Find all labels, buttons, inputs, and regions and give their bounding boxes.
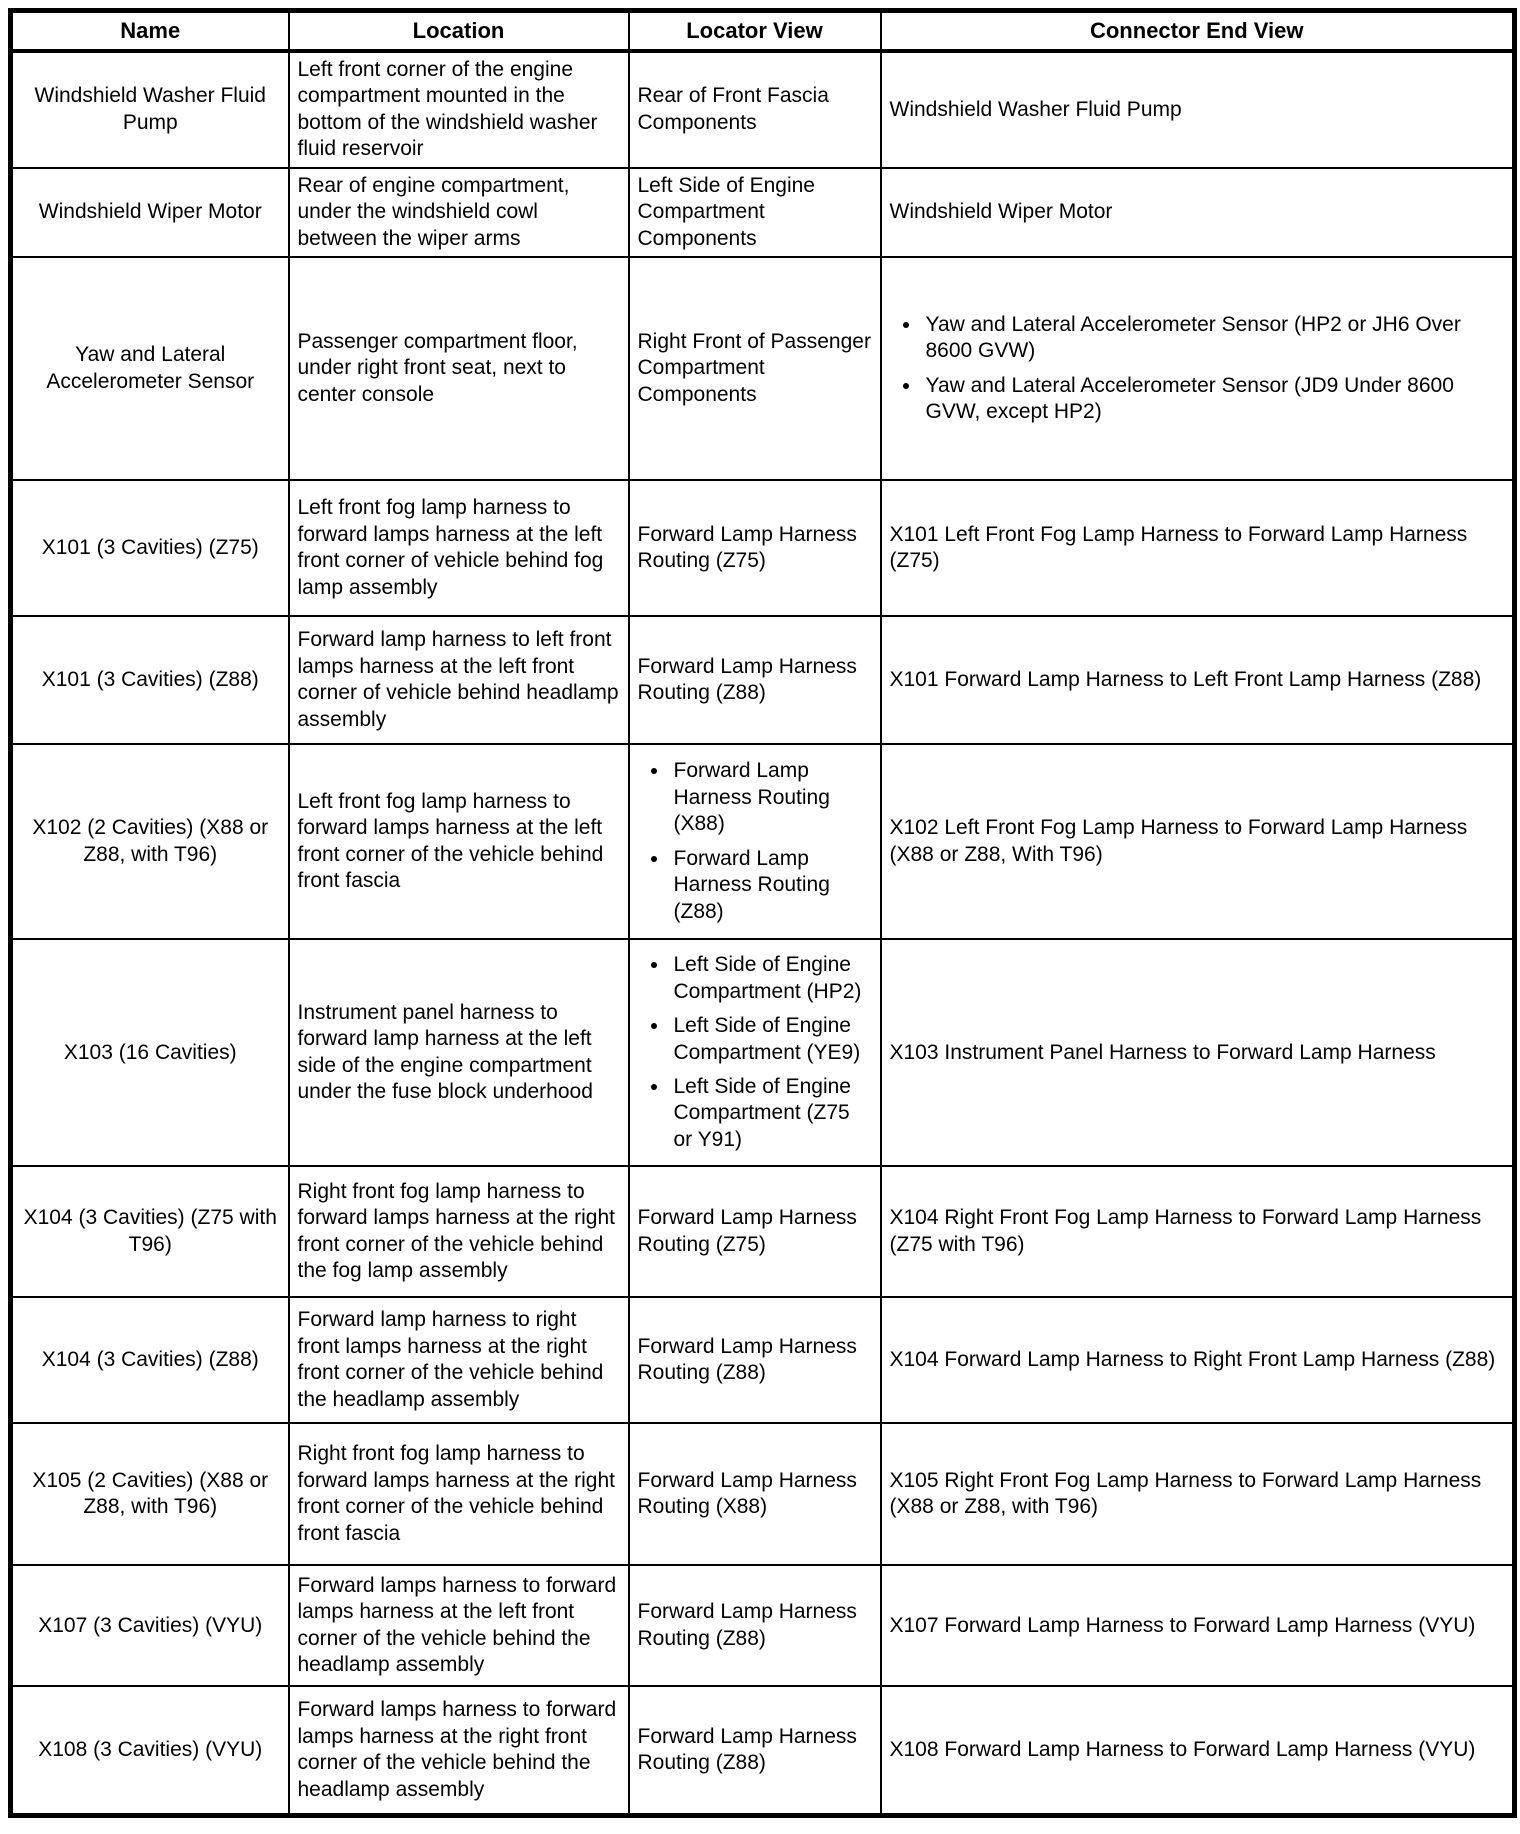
connector-end-view-cell: X101 Forward Lamp Harness to Left Front Lamp Harness (Z88) xyxy=(881,616,1515,744)
name-cell: X104 (3 Cavities) (Z75 with T96) xyxy=(11,1166,289,1297)
locator-view-cell: Forward Lamp Harness Routing (Z88) xyxy=(629,1297,881,1423)
table-row xyxy=(11,257,1515,480)
location-cell: Left front fog lamp harness to forward lamps harness at the left front corner of the vehicle behind front fascia xyxy=(289,744,629,939)
table-row xyxy=(11,51,1515,168)
table-row xyxy=(11,1423,1515,1565)
name-cell: X107 (3 Cavities) (VYU) xyxy=(11,1565,289,1686)
table-header xyxy=(11,11,1515,52)
bullet-item: • Left Side of Engine Compartment (YE9) xyxy=(670,1013,872,1066)
connector-end-view-cell: X105 Right Front Fog Lamp Harness to Forward Lamp Harness (X88 or Z88, with T96) xyxy=(881,1423,1515,1565)
locator-view-cell xyxy=(629,939,881,1166)
name-cell: X104 (3 Cavities) (Z88) xyxy=(11,1297,289,1423)
table-row xyxy=(11,939,1515,1166)
connector-end-view-cell: X102 Left Front Fog Lamp Harness to Forward Lamp Harness (X88 or Z88, With T96) xyxy=(881,744,1515,939)
connector-end-view-cell: X104 Right Front Fog Lamp Harness to Forward Lamp Harness (Z75 with T96) xyxy=(881,1166,1515,1297)
name-cell: X108 (3 Cavities) (VYU) xyxy=(11,1686,289,1815)
location-cell: Right front fog lamp harness to forward lamps harness at the right front corner of the vehicle behind front fascia xyxy=(289,1423,629,1565)
location-cell: Forward lamp harness to left front lamps harness at the left front corner of vehicle behind headlamp assembly xyxy=(289,616,629,744)
table-row xyxy=(11,616,1515,744)
connector-end-view-cell: X103 Instrument Panel Harness to Forward Lamp Harness xyxy=(881,939,1515,1166)
name-cell: X101 (3 Cavities) (Z88) xyxy=(11,616,289,744)
bullet-item: • Yaw and Lateral Accelerometer Sensor (JD9 Under 8600 GVW, except HP2) xyxy=(922,373,1505,426)
location-cell: Forward lamps harness to forward lamps harness at the right front corner of the vehicle behind the headlamp assembly xyxy=(289,1686,629,1815)
location-cell: Right front fog lamp harness to forward lamps harness at the right front corner of the vehicle behind the fog lamp assembly xyxy=(289,1166,629,1297)
column-header-locator-view: Locator View xyxy=(629,11,881,52)
location-cell: Left front corner of the engine compartment mounted in the bottom of the windshield washer fluid reservoir xyxy=(289,51,629,168)
name-cell: X102 (2 Cavities) (X88 or Z88, with T96) xyxy=(11,744,289,939)
locator-view-cell: Forward Lamp Harness Routing (Z88) xyxy=(629,1686,881,1815)
table-row xyxy=(11,168,1515,257)
location-cell: Passenger compartment floor, under right front seat, next to center console xyxy=(289,257,629,480)
locator-view-cell: Forward Lamp Harness Routing (Z75) xyxy=(629,1166,881,1297)
name-cell: X101 (3 Cavities) (Z75) xyxy=(11,480,289,616)
column-header-name: Name xyxy=(11,11,289,52)
column-header-connector-end-view: Connector End View xyxy=(881,11,1515,52)
locator-view-cell: Forward Lamp Harness Routing (X88) xyxy=(629,1423,881,1565)
table-body xyxy=(11,51,1515,1815)
table-row xyxy=(11,1686,1515,1815)
bullet-list xyxy=(638,952,872,1153)
locator-view-cell xyxy=(629,744,881,939)
table-row xyxy=(11,744,1515,939)
table-row xyxy=(11,480,1515,616)
locator-view-cell: Forward Lamp Harness Routing (Z88) xyxy=(629,616,881,744)
bullet-item: • Forward Lamp Harness Routing (X88) xyxy=(670,758,872,837)
connector-end-view-cell: X104 Forward Lamp Harness to Right Front Lamp Harness (Z88) xyxy=(881,1297,1515,1423)
bullet-list xyxy=(890,312,1505,426)
name-cell: Yaw and Lateral Accelerometer Sensor xyxy=(11,257,289,480)
location-cell: Left front fog lamp harness to forward lamps harness at the left front corner of vehicle behind fog lamp assembly xyxy=(289,480,629,616)
name-cell: X103 (16 Cavities) xyxy=(11,939,289,1166)
location-cell: Forward lamp harness to right front lamps harness at the right front corner of the vehicle behind the headlamp assembly xyxy=(289,1297,629,1423)
table-row xyxy=(11,1166,1515,1297)
connector-end-view-cell: X101 Left Front Fog Lamp Harness to Forward Lamp Harness (Z75) xyxy=(881,480,1515,616)
connector-location-table xyxy=(8,8,1517,1818)
column-header-location: Location xyxy=(289,11,629,52)
connector-end-view-cell: X107 Forward Lamp Harness to Forward Lamp Harness (VYU) xyxy=(881,1565,1515,1686)
table-row xyxy=(11,1297,1515,1423)
connector-end-view-cell: Windshield Washer Fluid Pump xyxy=(881,51,1515,168)
location-cell: Rear of engine compartment, under the windshield cowl between the wiper arms xyxy=(289,168,629,257)
location-cell: Instrument panel harness to forward lamp harness at the left side of the engine compartment under the fuse block underhood xyxy=(289,939,629,1166)
bullet-item: • Left Side of Engine Compartment (HP2) xyxy=(670,952,872,1005)
locator-view-cell: Forward Lamp Harness Routing (Z75) xyxy=(629,480,881,616)
connector-end-view-cell: Windshield Wiper Motor xyxy=(881,168,1515,257)
location-cell: Forward lamps harness to forward lamps harness at the left front corner of the vehicle behind the headlamp assembly xyxy=(289,1565,629,1686)
table-row xyxy=(11,1565,1515,1686)
locator-view-cell: Left Side of Engine Compartment Components xyxy=(629,168,881,257)
name-cell: Windshield Wiper Motor xyxy=(11,168,289,257)
bullet-item: • Yaw and Lateral Accelerometer Sensor (HP2 or JH6 Over 8600 GVW) xyxy=(922,312,1505,365)
bullet-list xyxy=(638,758,872,925)
locator-view-cell: Right Front of Passenger Compartment Components xyxy=(629,257,881,480)
locator-view-cell: Forward Lamp Harness Routing (Z88) xyxy=(629,1565,881,1686)
connector-end-view-cell: X108 Forward Lamp Harness to Forward Lamp Harness (VYU) xyxy=(881,1686,1515,1815)
connector-end-view-cell xyxy=(881,257,1515,480)
name-cell: X105 (2 Cavities) (X88 or Z88, with T96) xyxy=(11,1423,289,1565)
header-row xyxy=(11,11,1515,52)
locator-view-cell: Rear of Front Fascia Components xyxy=(629,51,881,168)
bullet-item: • Left Side of Engine Compartment (Z75 or Y91) xyxy=(670,1074,872,1153)
bullet-item: • Forward Lamp Harness Routing (Z88) xyxy=(670,846,872,925)
name-cell: Windshield Washer Fluid Pump xyxy=(11,51,289,168)
